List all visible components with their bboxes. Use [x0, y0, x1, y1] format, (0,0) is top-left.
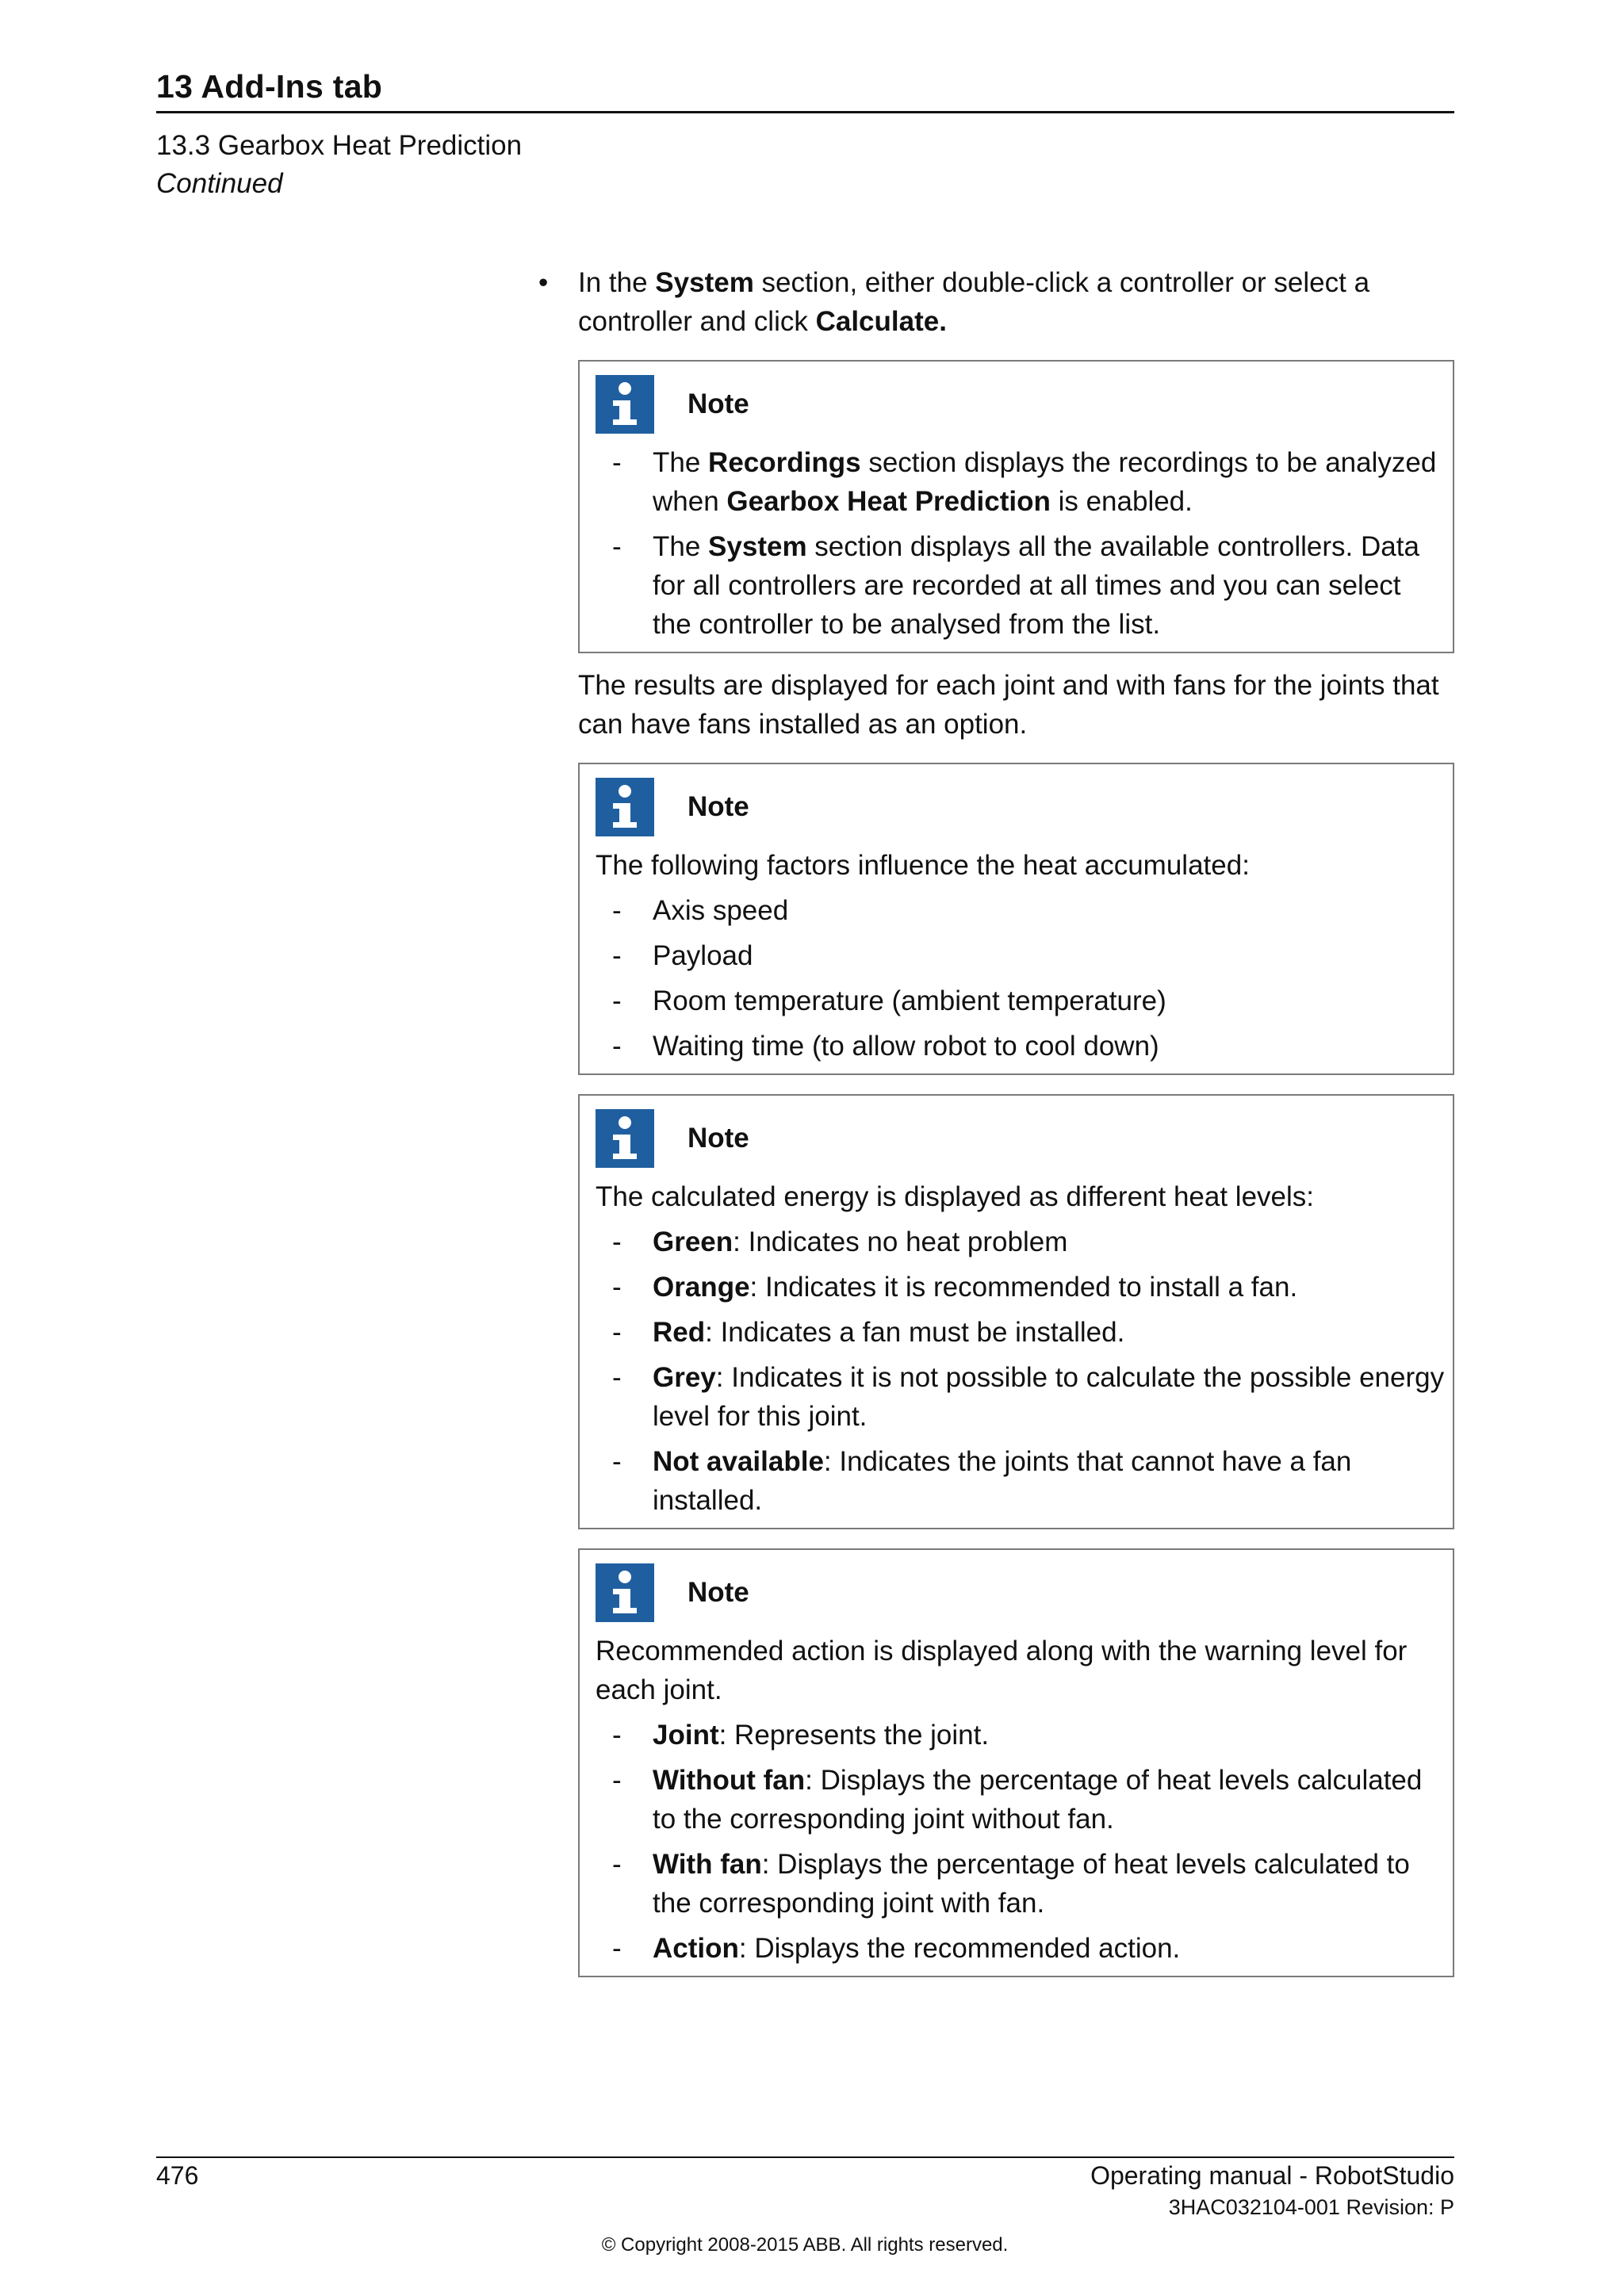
list-item-text: : Indicates it is not possible to calculate the possible energy level for this joint. [653, 1362, 1445, 1432]
note-label: Note [688, 791, 749, 822]
list-item: - Axis speed [596, 891, 1446, 930]
note-intro: The following factors influence the heat accumulated: [596, 850, 1250, 881]
bullet-bold-calculate: Calculate. [815, 306, 947, 337]
info-icon [596, 778, 654, 836]
note-intro: Recommended action is displayed along with the warning level for each joint. [596, 1636, 1408, 1705]
list-item [596, 1268, 1446, 1307]
list-item-text: : Indicates the joints that cannot have a fan installed. [653, 1446, 1352, 1516]
list-item: - Room temperature (ambient temperature) [596, 982, 1446, 1020]
bullet-bold-system: System [655, 267, 754, 298]
note-label: Note [688, 1123, 749, 1154]
list-item: - Waiting time (to allow robot to cool down) [596, 1027, 1446, 1066]
list-item-text: is enabled. [1050, 486, 1193, 517]
note-header [596, 374, 1446, 434]
note-box-heat-levels [578, 1094, 1454, 1529]
list-item: - Payload [596, 936, 1446, 975]
note-list [596, 1716, 1446, 1968]
note-label: Note [688, 1577, 749, 1608]
list-item-bold: Action [653, 1933, 739, 1964]
bullet-text-2: section, either double-click a controller or select a controller and click [578, 267, 1370, 337]
list-item-bold: Gearbox Heat Prediction [726, 486, 1051, 517]
list-item-text: section displays all the available controllers. Data for all controllers are recorded at all times and you can select the controller to be analysed from the list. [653, 531, 1419, 640]
note-header [596, 1563, 1446, 1622]
copyright-notice: © Copyright 2008-2015 ABB. All rights reserved. [601, 2234, 1009, 2256]
main-content [538, 263, 1454, 1977]
note-body [596, 1632, 1446, 1968]
list-item [596, 443, 1446, 521]
bullet-dot: • [538, 267, 549, 298]
list-item-bold: Orange [653, 1272, 750, 1303]
instruction-bullet [538, 263, 1454, 341]
continued-label: Continued [156, 168, 283, 199]
list-item-bold: Green [653, 1226, 733, 1257]
list-item [596, 1845, 1446, 1923]
info-icon [596, 375, 654, 434]
list-item [596, 527, 1446, 644]
list-item-bold: Grey [653, 1362, 716, 1393]
manual-title: Operating manual - RobotStudio [1090, 2161, 1454, 2190]
results-paragraph: The results are displayed for each joint and with fans for the joints that can have fans installed as an option. [578, 670, 1439, 740]
note-box-heat-factors [578, 763, 1454, 1075]
section-title: 13.3 Gearbox Heat Prediction [156, 130, 523, 161]
note-box-recommended-action [578, 1548, 1454, 1977]
note-body [596, 1177, 1446, 1520]
list-item-bold: With fan [653, 1849, 762, 1880]
note-body [596, 443, 1446, 644]
note-list [596, 891, 1446, 1066]
list-item-text: : Indicates no heat problem [733, 1226, 1068, 1257]
list-item-text: : Displays the recommended action. [738, 1933, 1181, 1964]
list-item-bold: Recordings [708, 447, 861, 478]
list-item [596, 1358, 1446, 1436]
note-intro: The calculated energy is displayed as different heat levels: [596, 1181, 1315, 1212]
footer-rule [156, 2156, 1454, 2158]
info-icon [596, 1563, 654, 1622]
list-item-text: section displays the recordings to be analyzed when [653, 447, 1437, 517]
list-item-bold: Joint [653, 1720, 719, 1751]
document-id: 3HAC032104-001 Revision: P [1168, 2195, 1454, 2219]
list-item [596, 1761, 1446, 1839]
list-item [596, 1716, 1446, 1755]
list-item-text: : Indicates a fan must be installed. [705, 1317, 1125, 1348]
list-item-text: : Represents the joint. [718, 1720, 990, 1751]
list-item-bold: Red [653, 1317, 706, 1348]
note-header [596, 777, 1446, 836]
chapter-title: 13 Add-Ins tab [156, 68, 383, 105]
list-item [596, 1442, 1446, 1520]
page-number: 476 [156, 2161, 199, 2190]
info-icon [596, 1109, 654, 1168]
note-header [596, 1108, 1446, 1168]
note-label: Note [688, 388, 749, 419]
list-item-text: The [653, 531, 709, 562]
list-item [596, 1929, 1446, 1968]
list-item-text: : Indicates it is recommended to install a fan. [749, 1272, 1298, 1303]
header-rule [156, 111, 1454, 113]
note-body [596, 846, 1446, 1066]
list-item [596, 1223, 1446, 1261]
list-item-text: : Displays the percentage of heat levels calculated to the corresponding joint with fan. [653, 1849, 1410, 1919]
list-item-text: : Displays the percentage of heat levels calculated to the corresponding joint without fan. [653, 1765, 1423, 1835]
note-list [596, 1223, 1446, 1520]
list-item-bold: Not available [653, 1446, 824, 1477]
note-box-recordings [578, 360, 1454, 653]
list-item [596, 1313, 1446, 1352]
list-item-bold: System [708, 531, 807, 562]
bullet-text-1: In the [578, 267, 656, 298]
list-item-bold: Without fan [653, 1765, 806, 1796]
note-list [596, 443, 1446, 644]
list-item-text: The [653, 447, 709, 478]
